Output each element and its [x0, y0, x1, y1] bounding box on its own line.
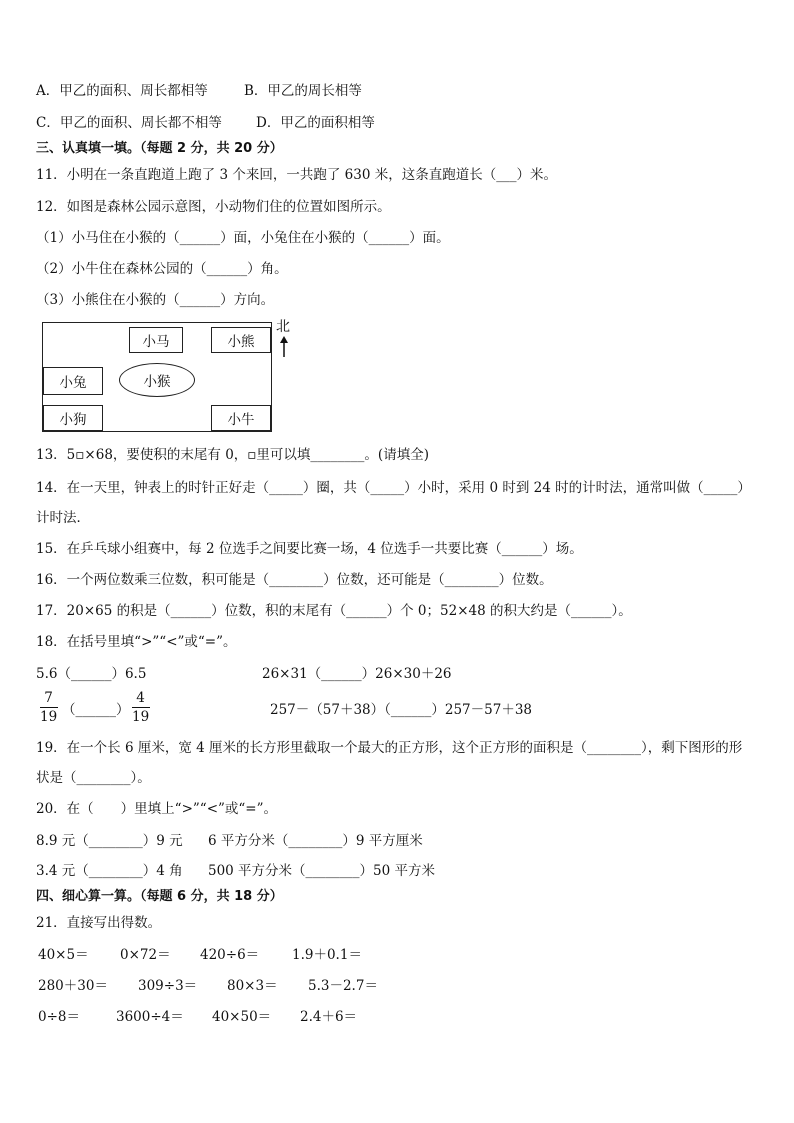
north-arrow-icon: [278, 336, 290, 358]
calc-item: 0×72＝: [120, 947, 171, 963]
map-horse: 小马: [129, 327, 183, 353]
map-north-label: 北: [276, 319, 290, 335]
q19-line1: 19．在一个长 6 厘米，宽 4 厘米的长方形里截取一个最大的正方形，这个正方形的面积是（________），剩下图形的形: [36, 740, 743, 756]
calc-item: 280＋30＝: [38, 978, 108, 994]
map-bear: 小熊: [211, 327, 271, 353]
map-monkey: 小猴: [119, 363, 195, 397]
q19-line2: 状是（________）。: [36, 770, 151, 786]
q12-stem: 12．如图是森林公园示意图，小动物们住的位置如图所示。: [36, 199, 391, 215]
calc-item: 80×3＝: [227, 978, 278, 994]
q16-text: 16．一个两位数乘三位数，积可能是（________）位数，还可能是（________）位数。: [36, 572, 553, 588]
calc-item: 2.4＋6＝: [300, 1009, 358, 1025]
q17-text: 17．20×65 的积是（______）位数，积的末尾有（______）个 0；52×48 的积大约是（______）。: [36, 603, 632, 619]
q20-stem: 20．在（ ）里填上“>”“<”或“=”。: [36, 801, 278, 817]
q11-text: 11．小明在一条直跑道上跑了 3 个来回，一共跑了 630 米，这条直跑道长（___）米。: [36, 167, 557, 183]
q14-line2: 计时法．: [36, 510, 90, 526]
fraction-numerator: 7: [44, 690, 53, 706]
q18-compare-3-blank: （______）: [62, 702, 130, 718]
calc-item: 5.3－2.7＝: [308, 978, 378, 994]
calc-item: 0÷8＝: [38, 1009, 80, 1025]
q18-compare-1: 5.6（______）6.5: [36, 666, 147, 682]
q10-option-d: D．甲乙的面积相等: [256, 115, 375, 131]
calc-item: 309÷3＝: [138, 978, 198, 994]
map-cow: 小牛: [211, 405, 271, 431]
map-dog: 小狗: [43, 405, 103, 431]
q20-compare-2: 6 平方分米（________）9 平方厘米: [208, 833, 423, 849]
q10-option-b: B．甲乙的周长相等: [244, 83, 362, 99]
q21-stem: 21．直接写出得数。: [36, 915, 162, 931]
q18-compare-4: 257－（57＋38）（______）257－57＋38: [270, 702, 532, 718]
q18-compare-2: 26×31（______）26×30＋26: [262, 666, 452, 682]
calc-item: 40×5＝: [38, 947, 89, 963]
fraction-seven-nineteenths: [36, 690, 61, 725]
forest-park-map: [42, 322, 272, 432]
q20-compare-4: 500 平方分米（________）50 平方米: [208, 863, 436, 879]
map-rabbit: 小兔: [43, 367, 103, 395]
q14-line1: 14．在一天里，钟表上的时针正好走（_____）圈，共（_____）小时，采用 0 时到 24 时的计时法，通常叫做（_____）: [36, 480, 751, 496]
fraction-numerator: 4: [136, 690, 145, 706]
q12-part3: （3）小熊住在小猴的（______）方向。: [36, 292, 275, 308]
q12-part2: （2）小牛住在森林公园的（______）角。: [36, 261, 288, 277]
section4-header: 四、细心算一算。（每题 6 分，共 18 分）: [36, 889, 283, 904]
fraction-denominator: 19: [132, 709, 150, 725]
calc-item: 1.9＋0.1＝: [292, 947, 362, 963]
calc-item: 420÷6＝: [200, 947, 260, 963]
fraction-four-nineteenths: [128, 690, 153, 725]
section3-header: 三、认真填一填。（每题 2 分，共 20 分）: [36, 141, 283, 156]
calc-item: 3600÷4＝: [116, 1009, 184, 1025]
q15-text: 15．在乒乓球小组赛中，每 2 位选手之间要比赛一场，4 位选手一共要比赛（______）场。: [36, 541, 583, 557]
q10-option-c: C．甲乙的面积、周长都不相等: [36, 115, 222, 131]
q20-compare-1: 8.9 元（________）9 元: [36, 833, 183, 849]
q18-stem: 18．在括号里填“>”“<”或“=”。: [36, 634, 237, 650]
fraction-denominator: 19: [40, 709, 58, 725]
q10-option-a: A．甲乙的面积、周长都相等: [36, 83, 208, 99]
q20-compare-3: 3.4 元（________）4 角: [36, 863, 183, 879]
calc-item: 40×50＝: [212, 1009, 272, 1025]
q13-text: 13．5▫×68，要使积的末尾有 0，▫里可以填________。(请填全): [36, 447, 429, 463]
q12-part1: （1）小马住在小猴的（______）面，小兔住在小猴的（______）面。: [36, 230, 450, 246]
